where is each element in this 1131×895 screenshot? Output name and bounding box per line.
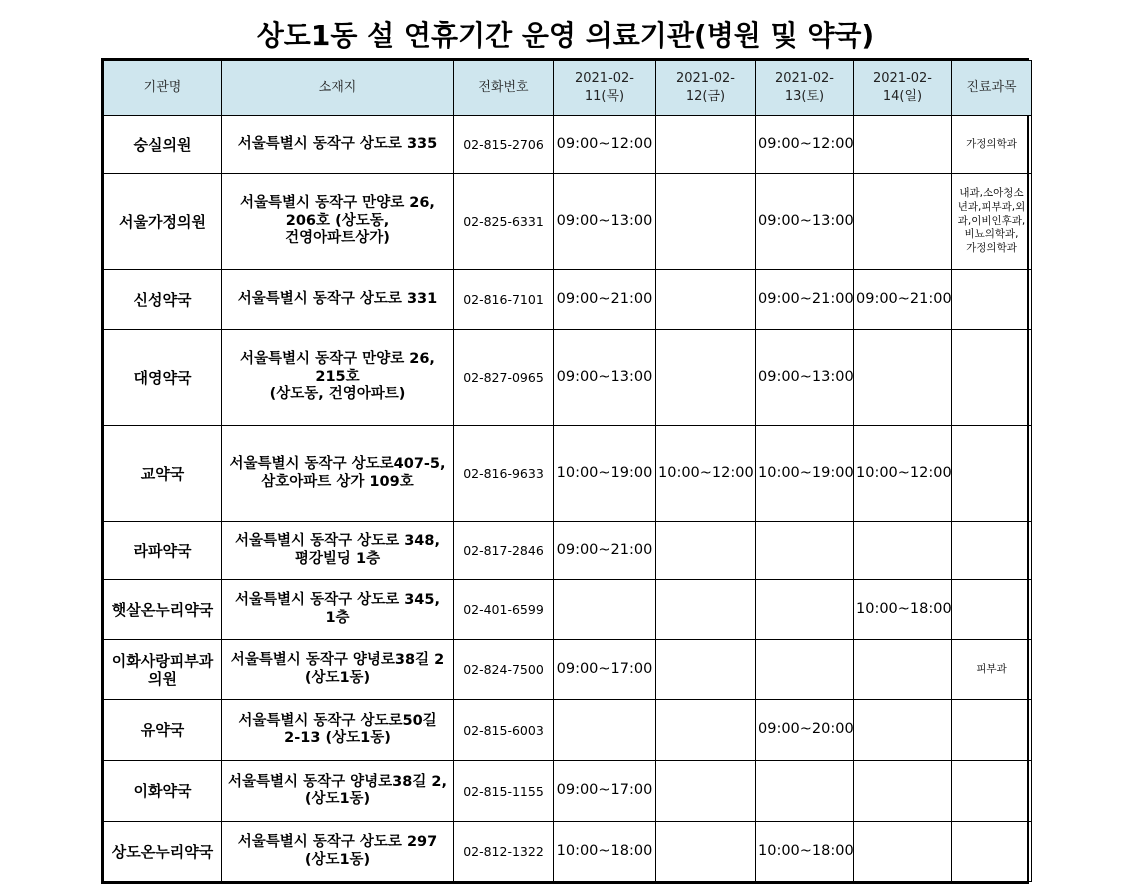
cell-hours-d1-line: 10:00~19:00 bbox=[556, 464, 653, 481]
table-row bbox=[104, 700, 1032, 761]
cell-facility-name bbox=[104, 522, 222, 580]
table-row bbox=[104, 822, 1032, 882]
cell-department bbox=[952, 426, 1032, 522]
cell-phone-line: 02-827-0965 bbox=[463, 370, 544, 385]
cell-hours-d1-line: 09:00~17:00 bbox=[556, 660, 653, 677]
header-address: 소재지 bbox=[222, 61, 454, 116]
cell-address-line: 1층 bbox=[325, 609, 350, 626]
cell-hours-d1 bbox=[554, 580, 656, 640]
cell-address-line: 서울특별시 동작구 상도로50길 bbox=[238, 712, 437, 729]
header-date-4-day: 14(일) bbox=[882, 89, 923, 104]
header-row bbox=[104, 61, 1032, 116]
cell-hours-d3 bbox=[756, 330, 854, 426]
cell-facility-name-line: 서울가정의원 bbox=[119, 212, 206, 231]
cell-hours-d3 bbox=[756, 270, 854, 330]
cell-department bbox=[952, 700, 1032, 761]
cell-hours-d4-line: 09:00~21:00 bbox=[856, 290, 952, 307]
cell-facility-name bbox=[104, 270, 222, 330]
cell-address bbox=[222, 640, 454, 700]
cell-hours-d1-line: 09:00~21:00 bbox=[556, 290, 653, 307]
cell-hours-d3 bbox=[756, 640, 854, 700]
cell-address-line: 215호 bbox=[315, 368, 360, 385]
cell-department-line: 피부과 bbox=[976, 662, 1007, 675]
cell-facility-name bbox=[104, 330, 222, 426]
cell-address-line: 평강빌딩 1층 bbox=[294, 550, 381, 567]
cell-hours-d3 bbox=[756, 761, 854, 822]
header-name: 기관명 bbox=[104, 61, 222, 116]
cell-phone-line: 02-815-2706 bbox=[463, 137, 544, 152]
cell-phone bbox=[454, 270, 554, 330]
table-row bbox=[104, 640, 1032, 700]
header-date-4-year: 2021-02- bbox=[872, 71, 932, 87]
cell-hours-d4-line: 10:00~12:00 bbox=[856, 464, 952, 481]
cell-phone bbox=[454, 822, 554, 882]
cell-phone bbox=[454, 580, 554, 640]
cell-hours-d1 bbox=[554, 426, 656, 522]
cell-department-line: 과,이비인후과, bbox=[957, 214, 1026, 227]
cell-hours-d2 bbox=[656, 522, 756, 580]
cell-address-line: 서울특별시 동작구 만양로 26, bbox=[240, 195, 435, 212]
header-date-2-day: 12(금) bbox=[685, 89, 726, 104]
cell-hours-d1-line: 09:00~17:00 bbox=[556, 782, 653, 799]
cell-phone bbox=[454, 426, 554, 522]
cell-department bbox=[952, 116, 1032, 174]
cell-department-line: 비뇨의학과, bbox=[964, 228, 1019, 241]
cell-facility-name-line: 햇살온누리약국 bbox=[111, 600, 214, 619]
cell-phone bbox=[454, 640, 554, 700]
cell-facility-name-line: 상도온누리약국 bbox=[111, 842, 214, 861]
cell-facility-name-line: 숭실의원 bbox=[133, 135, 192, 154]
table-row bbox=[104, 330, 1032, 426]
cell-hours-d4 bbox=[854, 822, 952, 882]
cell-address bbox=[222, 580, 454, 640]
cell-phone bbox=[454, 330, 554, 426]
cell-hours-d4 bbox=[854, 761, 952, 822]
cell-hours-d3 bbox=[756, 426, 854, 522]
cell-address-line: 서울특별시 동작구 상도로 348, bbox=[235, 533, 440, 550]
cell-address-line: 건영아파트상가) bbox=[285, 230, 390, 247]
cell-phone-line: 02-816-9633 bbox=[463, 466, 544, 481]
cell-hours-d3-line: 10:00~18:00 bbox=[758, 842, 854, 859]
header-date-2 bbox=[656, 61, 756, 116]
cell-hours-d2 bbox=[656, 761, 756, 822]
cell-hours-d1-line: 09:00~12:00 bbox=[556, 135, 653, 152]
cell-hours-d1 bbox=[554, 116, 656, 174]
cell-hours-d1 bbox=[554, 174, 656, 270]
cell-department bbox=[952, 580, 1032, 640]
cell-facility-name bbox=[104, 116, 222, 174]
cell-hours-d2 bbox=[656, 270, 756, 330]
cell-phone-line: 02-825-6331 bbox=[463, 214, 544, 229]
cell-hours-d2 bbox=[656, 700, 756, 761]
header-dept: 진료과목 bbox=[952, 61, 1032, 116]
cell-address-line: 서울특별시 동작구 양녕로38길 2 bbox=[230, 652, 445, 669]
cell-department bbox=[952, 640, 1032, 700]
cell-facility-name bbox=[104, 174, 222, 270]
cell-facility-name bbox=[104, 700, 222, 761]
cell-address bbox=[222, 761, 454, 822]
cell-phone bbox=[454, 116, 554, 174]
cell-facility-name bbox=[104, 580, 222, 640]
cell-address bbox=[222, 330, 454, 426]
cell-hours-d1 bbox=[554, 270, 656, 330]
cell-hours-d3-line: 09:00~13:00 bbox=[758, 368, 854, 385]
cell-phone-line: 02-401-6599 bbox=[463, 602, 544, 617]
cell-hours-d1 bbox=[554, 761, 656, 822]
cell-department bbox=[952, 822, 1032, 882]
cell-phone bbox=[454, 761, 554, 822]
cell-facility-name-line: 대영약국 bbox=[133, 368, 192, 387]
cell-address-line: 2-13 (상도1동) bbox=[284, 730, 391, 746]
header-date-1-year: 2021-02- bbox=[574, 71, 634, 87]
cell-department bbox=[952, 330, 1032, 426]
cell-hours-d3 bbox=[756, 822, 854, 882]
cell-hours-d2 bbox=[656, 580, 756, 640]
cell-hours-d1-line: 10:00~18:00 bbox=[556, 842, 653, 859]
cell-address-line: 서울특별시 동작구 상도로 297 bbox=[237, 834, 438, 851]
cell-address-line: 206호 (상도동, bbox=[285, 212, 390, 229]
cell-phone bbox=[454, 522, 554, 580]
cell-hours-d3-line: 09:00~13:00 bbox=[758, 212, 854, 229]
cell-hours-d1 bbox=[554, 330, 656, 426]
cell-hours-d2-line: 10:00~12:00 bbox=[658, 464, 754, 481]
cell-address-line: (상도1동) bbox=[304, 851, 371, 868]
cell-hours-d2 bbox=[656, 640, 756, 700]
cell-address-line: 서울특별시 동작구 상도로407-5, bbox=[229, 456, 446, 473]
cell-hours-d4 bbox=[854, 116, 952, 174]
cell-hours-d3 bbox=[756, 580, 854, 640]
cell-facility-name-line: 라파약국 bbox=[133, 541, 192, 560]
cell-facility-name-line: 이화약국 bbox=[133, 782, 192, 800]
cell-facility-name-line: 의원 bbox=[148, 669, 177, 688]
cell-department-line: 내과,소아청소 bbox=[959, 187, 1024, 200]
cell-department-line: 가정의학과 bbox=[966, 137, 1017, 150]
cell-address-line: (상도1동) bbox=[304, 791, 371, 807]
cell-hours-d1-line: 09:00~13:00 bbox=[556, 368, 653, 385]
cell-department bbox=[952, 270, 1032, 330]
cell-facility-name bbox=[104, 426, 222, 522]
cell-hours-d2 bbox=[656, 426, 756, 522]
cell-address-line: 삼호아파트 상가 109호 bbox=[261, 473, 414, 490]
cell-address-line: 서울특별시 동작구 만양로 26, bbox=[240, 351, 435, 368]
cell-department-line: 가정의학과 bbox=[966, 241, 1017, 254]
cell-address bbox=[222, 426, 454, 522]
cell-hours-d3 bbox=[756, 700, 854, 761]
header-date-3-day: 13(토) bbox=[784, 89, 825, 104]
cell-hours-d1 bbox=[554, 822, 656, 882]
cell-hours-d3-line: 09:00~20:00 bbox=[758, 721, 854, 738]
cell-hours-d3 bbox=[756, 116, 854, 174]
cell-phone-line: 02-815-1155 bbox=[463, 783, 544, 799]
cell-facility-name-line: 이화사랑피부과 bbox=[111, 651, 214, 670]
table-row bbox=[104, 116, 1032, 174]
cell-phone-line: 02-824-7500 bbox=[463, 662, 544, 677]
cell-phone bbox=[454, 700, 554, 761]
cell-hours-d4 bbox=[854, 426, 952, 522]
cell-phone-line: 02-817-2846 bbox=[463, 543, 544, 558]
cell-address bbox=[222, 822, 454, 882]
cell-facility-name bbox=[104, 822, 222, 882]
cell-address bbox=[222, 700, 454, 761]
cell-hours-d1 bbox=[554, 640, 656, 700]
cell-address bbox=[222, 270, 454, 330]
cell-hours-d4 bbox=[854, 522, 952, 580]
header-date-3 bbox=[756, 61, 854, 116]
cell-hours-d2 bbox=[656, 174, 756, 270]
cell-phone-line: 02-815-6003 bbox=[463, 722, 544, 738]
cell-hours-d3-line: 09:00~12:00 bbox=[758, 135, 854, 152]
header-date-2-year: 2021-02- bbox=[675, 71, 735, 87]
cell-hours-d2 bbox=[656, 116, 756, 174]
cell-address-line: 서울특별시 동작구 상도로 345, bbox=[235, 592, 440, 609]
cell-hours-d4 bbox=[854, 580, 952, 640]
cell-hours-d3-line: 09:00~21:00 bbox=[758, 290, 854, 307]
cell-address-line: 서울특별시 동작구 양녕로38길 2, bbox=[227, 773, 447, 790]
cell-department bbox=[952, 761, 1032, 822]
cell-address bbox=[222, 174, 454, 270]
cell-hours-d1 bbox=[554, 522, 656, 580]
table-row bbox=[104, 426, 1032, 522]
header-phone: 전화번호 bbox=[454, 61, 554, 116]
cell-address-line: (상도동, 건영아파트) bbox=[269, 386, 406, 403]
cell-facility-name-line: 신성약국 bbox=[133, 290, 192, 309]
header-date-1 bbox=[554, 61, 656, 116]
cell-hours-d2 bbox=[656, 330, 756, 426]
cell-hours-d2 bbox=[656, 822, 756, 882]
table-row bbox=[104, 270, 1032, 330]
table-row bbox=[104, 580, 1032, 640]
cell-phone bbox=[454, 174, 554, 270]
cell-hours-d3-line: 10:00~19:00 bbox=[758, 464, 854, 481]
facility-table-container bbox=[101, 58, 1029, 884]
cell-hours-d4 bbox=[854, 174, 952, 270]
cell-address-line: (상도1동) bbox=[304, 669, 371, 686]
cell-address bbox=[222, 522, 454, 580]
header-date-3-year: 2021-02- bbox=[774, 71, 834, 87]
cell-hours-d4-line: 10:00~18:00 bbox=[856, 600, 952, 617]
cell-department bbox=[952, 522, 1032, 580]
cell-address-line: 서울특별시 동작구 상도로 331 bbox=[237, 290, 438, 307]
cell-facility-name bbox=[104, 761, 222, 822]
header-date-4 bbox=[854, 61, 952, 116]
cell-hours-d1-line: 09:00~21:00 bbox=[556, 541, 653, 558]
cell-hours-d4 bbox=[854, 270, 952, 330]
cell-hours-d3 bbox=[756, 174, 854, 270]
table-row bbox=[104, 761, 1032, 822]
header-date-1-day: 11(목) bbox=[584, 89, 625, 104]
cell-hours-d3 bbox=[756, 522, 854, 580]
cell-facility-name-line: 교약국 bbox=[140, 464, 185, 483]
cell-phone-line: 02-816-7101 bbox=[463, 292, 544, 307]
cell-hours-d1 bbox=[554, 700, 656, 761]
cell-hours-d4 bbox=[854, 640, 952, 700]
cell-facility-name bbox=[104, 640, 222, 700]
cell-facility-name-line: 유약국 bbox=[140, 721, 185, 739]
facility-table bbox=[103, 60, 1032, 882]
cell-hours-d1-line: 09:00~13:00 bbox=[556, 212, 653, 229]
page-title: 상도1동 설 연휴기간 운영 의료기관(병원 및 약국) bbox=[256, 19, 875, 52]
cell-address-line: 서울특별시 동작구 상도로 335 bbox=[237, 135, 438, 152]
cell-hours-d4 bbox=[854, 700, 952, 761]
cell-department-line: 년과,피부과,외 bbox=[957, 201, 1026, 214]
cell-address bbox=[222, 116, 454, 174]
cell-department bbox=[952, 174, 1032, 270]
table-row bbox=[104, 174, 1032, 270]
table-row bbox=[104, 522, 1032, 580]
cell-hours-d4 bbox=[854, 330, 952, 426]
cell-phone-line: 02-812-1322 bbox=[463, 844, 544, 859]
